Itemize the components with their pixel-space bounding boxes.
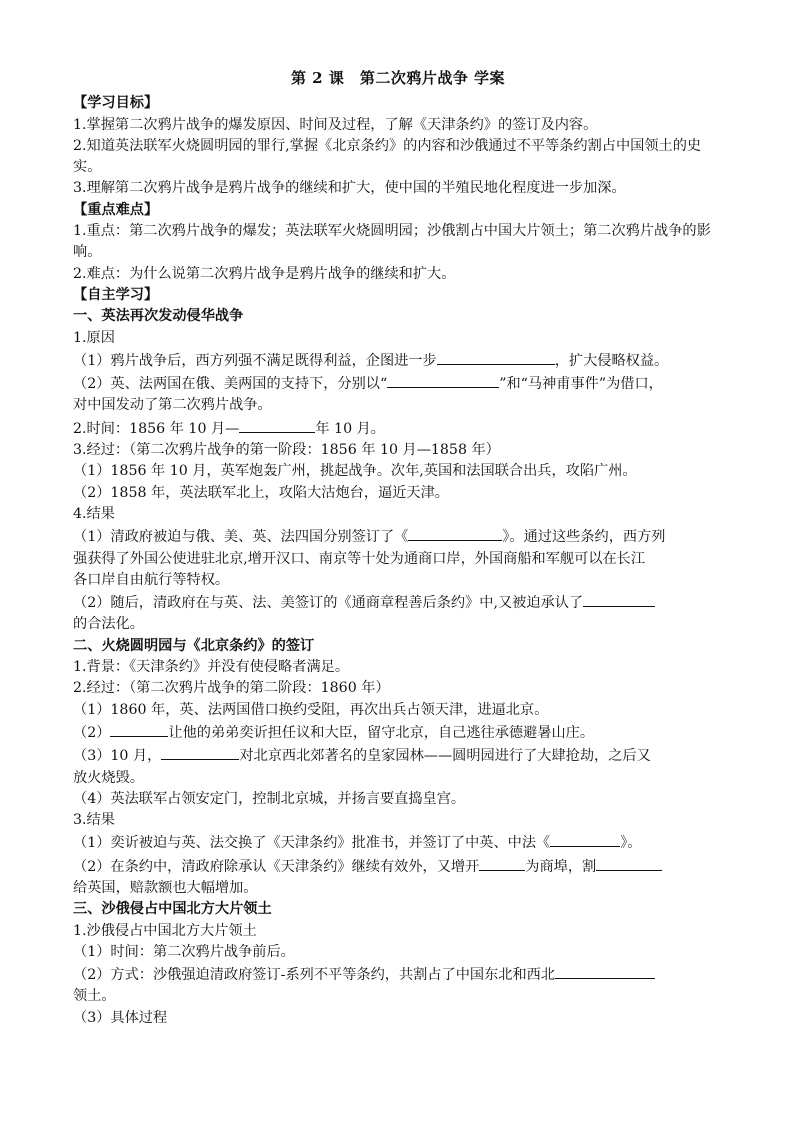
objective-3: 3.理解第二次鸦片战争是鸦片战争的继续和扩大，使中国的半殖民地化程度进一步加深。 [73,180,626,197]
part1-heading: 一、英法再次发动侵华战争 [73,308,244,325]
worksheet [73,68,723,1029]
fill-blank[interactable] [408,525,502,541]
part2-course-2 [73,721,723,744]
text: （2）英、法两国在俄、美两国的支持下，分别以“ [73,376,388,393]
part1-course-1: （1）1856 年 10 月，英军炮轰广州，挑起战争。次年,英国和法国联合出兵，攻陷广州。 [73,463,637,480]
key-point-1: 1.重点：第二次鸦片战争的爆发；英法联军火烧圆明园；沙俄割占中国大片领土；第二次鸦片战争的影响。 [73,223,711,261]
part1-cause-label: 1.原因 [73,329,115,346]
part2-course-3-cont: 放火烧毁。 [73,769,144,786]
fill-blank[interactable] [479,855,525,871]
text: 对北京西北郊著名的皇家园林——圆明园进行了大肆抢劫，之后又 [239,748,651,765]
text: （1）清政府被迫与俄、美、英、法四国分别签订了《 [73,529,409,546]
part3-method [73,963,723,986]
fill-blank[interactable] [596,855,662,871]
part1-result-label: 4.结果 [73,505,115,522]
part1-course-label: 3.经过：（第二次鸦片战争的第一阶段：1856 年 10 月—1858 年） [73,442,500,459]
key-points-heading: 【重点难点】 [73,201,159,218]
part3-method-cont: 领土。 [73,988,116,1005]
fill-blank[interactable] [161,744,239,760]
fill-blank[interactable] [239,417,315,433]
fill-blank[interactable] [555,963,655,979]
part2-heading: 二、火烧圆明园与《北京条约》的签订 [73,637,315,654]
part1-cause-2-cont: 对中国发动了第二次鸦片战争。 [73,397,272,414]
part1-result-2-cont: 的合法化。 [73,616,144,633]
part2-course-label: 2.经过：（第二次鸦片战争的第二阶段：1860 年） [73,680,390,697]
part2-result-2 [73,855,723,878]
part2-result-2-cont: 给英国，赔款额也大幅增加。 [73,879,258,896]
page-title: 第 2 课 第二次鸦片战争 学案 [290,69,506,87]
part1-result-1-cont2: 各口岸自由航行等特权。 [73,571,230,588]
part3-time: （1）时间：第二次鸦片战争前后。 [73,943,295,960]
objectives-heading: 【学习目标】 [73,95,159,112]
part3-sub-1: 1.沙俄侵占中国北方大片领土 [73,922,257,939]
text: 》。通过这些条约，西方列 [502,529,666,546]
text: 让他的弟弟奕䜣担任议和大臣，留守北京，自己逃往承德避暑山庄。 [168,724,595,741]
part1-result-1-cont: 强获得了外国公使进驻北京,增开汉口、南京等十处为通商口岸，外国商船和军舰可以在长江 [73,550,646,567]
fill-blank[interactable] [387,372,499,388]
part3-process: （3）具体过程 [73,1009,168,1026]
text: ”和“马神甫事件”为借口， [499,376,663,393]
part3-heading: 三、沙俄侵占中国北方大片领土 [73,901,272,918]
self-study-heading: 【自主学习】 [73,286,159,303]
part1-time [73,417,723,440]
text: 2.时间：1856 年 10 月— [73,420,240,437]
text: （1）鸦片战争后，西方列强不满足既得利益，企图进一步 [73,352,437,369]
part1-cause-1 [73,349,723,372]
fill-blank[interactable] [437,349,555,365]
text: 》。 [620,835,642,852]
part2-course-3 [73,744,723,767]
part2-course-1: （1）1860 年，英、法两国借口换约受阻，再次出兵占领天津，进逼北京。 [73,701,549,718]
text: 年 10 月。 [315,420,385,437]
objective-1: 1.掌握第二次鸦片战争的爆发原因、时间及过程，了解《天津条约》的签订及内容。 [73,116,598,133]
part1-course-2: （2）1858 年，英法联军北上，攻陷大沽炮台，逼近天津。 [73,484,449,501]
text: （2）随后，清政府在与英、法、美签订的《通商章程善后条约》中,又被迫承认了 [73,595,584,612]
text: （2）在条约中，清政府除承认《天津条约》继续有效外，又增开 [73,858,480,875]
objective-2: 2.知道英法联军火烧圆明园的罪行,掌握《北京条约》的内容和沙俄通过不平等条约割占中国领土的史实。 [73,137,702,176]
part2-result-label: 3.结果 [73,812,115,829]
text: （2） [73,724,111,741]
fill-blank[interactable] [583,591,655,607]
part1-cause-2 [73,372,723,395]
key-point-2: 2.难点：为什么说第二次鸦片战争是鸦片战争的继续和扩大。 [73,265,456,282]
fill-blank[interactable] [550,831,620,847]
text: 为商埠，割 [525,858,597,875]
text: （2）方式：沙俄强迫清政府签订-系列不平等条约，共割占了中国东北和西北 [73,967,556,984]
part2-course-4: （4）英法联军占领安定门，控制北京城，并扬言要直捣皇宫。 [73,790,466,807]
part2-result-1 [73,831,723,854]
part1-result-1 [73,525,723,548]
part2-background: 1.背景：《天津条约》并没有使侵略者满足。 [73,659,350,676]
part1-result-2 [73,591,723,614]
text: （3）10 月， [73,748,162,765]
text: ，扩大侵略权益。 [554,352,669,369]
text: （1）奕䜣被迫与英、法交换了《天津条约》批准书，并签订了中英、中法《 [73,835,551,852]
fill-blank[interactable] [110,721,168,737]
